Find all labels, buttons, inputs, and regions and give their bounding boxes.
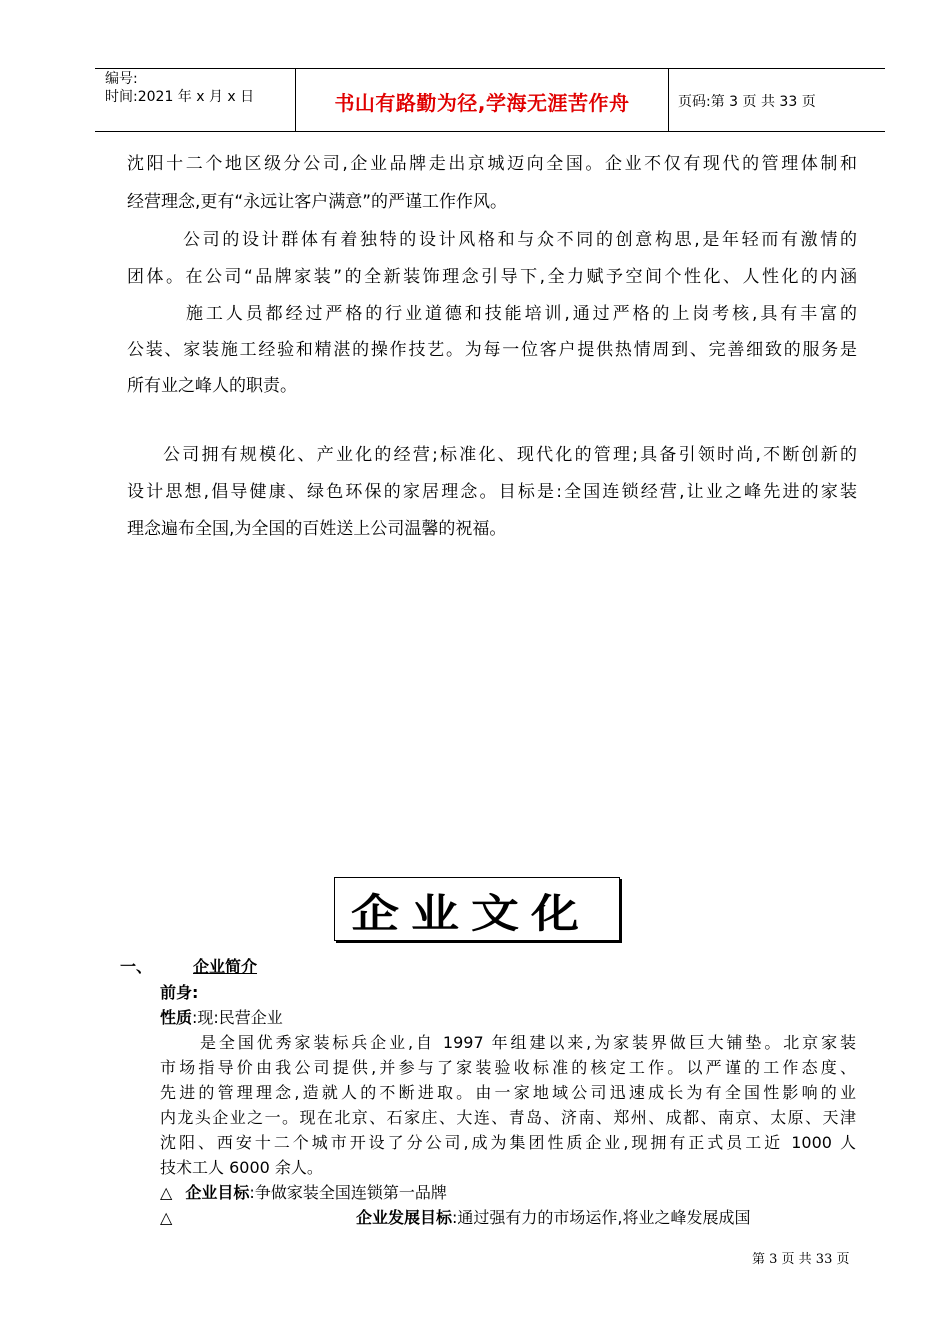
paragraph-line: 理念遍布全国,为全国的百姓送上公司温馨的祝福。 xyxy=(127,519,507,539)
code-label: 编号: xyxy=(105,71,138,87)
paragraph-line: 施工人员都经过严格的行业道德和技能培训,通过严格的上岗考核,具有丰富的 xyxy=(186,304,857,324)
body-line: 沈阳、西安十二个城市开设了分公司,成为集团性质企业,现拥有正式员工近 1000 人 xyxy=(160,1133,856,1152)
dev-goal-value: :通过强有力的市场运作,将业之峰发展成国 xyxy=(452,1208,751,1227)
header-meta-cell xyxy=(95,69,296,131)
company-intro-body xyxy=(160,1030,856,1180)
dev-goal-marker-line xyxy=(160,1205,172,1230)
paragraph-line: 团体。在公司“品牌家装”的全新装饰理念引导下,全力赋予空间个性化、人性化的内涵 xyxy=(127,267,857,287)
former-label: 前身: xyxy=(160,983,199,1002)
header-page-cell xyxy=(670,69,885,131)
section-title: 企业文化 xyxy=(351,891,591,937)
section-title-box xyxy=(334,877,620,941)
nature-label: 性质 xyxy=(160,1008,193,1027)
paragraph-line: 经营理念,更有“永远让客户满意”的严谨工作作风。 xyxy=(127,192,508,212)
dev-goal-label: 企业发展目标 xyxy=(356,1208,453,1227)
paragraph-line: 公司的设计群体有着独特的设计风格和与众不同的创意构思,是年轻而有激情的 xyxy=(183,230,857,250)
body-line: 内龙头企业之一。现在北京、石家庄、大连、青岛、济南、郑州、成都、南京、太原、天津 xyxy=(160,1108,856,1127)
slogan: 书山有路勤为径,学海无涯苦作舟 xyxy=(334,91,630,115)
triangle-icon: △ xyxy=(160,1183,173,1202)
triangle-icon: △ xyxy=(160,1208,173,1227)
goal-value: :争做家装全国连锁第一品牌 xyxy=(249,1183,447,1202)
paragraph-line: 所有业之峰人的职责。 xyxy=(127,376,297,396)
body-line: 技术工人 6000 余人。 xyxy=(160,1158,323,1177)
paragraph-line: 公装、家装施工经验和精湛的操作技艺。为每一位客户提供热情周到、完善细致的服务是 xyxy=(127,340,857,360)
paragraph-line: 沈阳十二个地区级分公司,企业品牌走出京城迈向全国。企业不仅有现代的管理体制和 xyxy=(127,154,857,174)
page-number: 页码:第 3 页 共 33 页 xyxy=(678,94,816,110)
body-line: 是全国优秀家装标兵企业,自 1997 年组建以来,为家装界做巨大铺垫。北京家装 xyxy=(200,1033,856,1052)
header-slogan-cell xyxy=(296,69,669,131)
paragraph-line: 设计思想,倡导健康、绿色环保的家居理念。目标是:全国连锁经营,让业之峰先进的家装 xyxy=(127,482,857,502)
section-heading: 企业简介 xyxy=(193,957,258,976)
page-footer: 第 3 页 共 33 页 xyxy=(752,1252,850,1267)
dev-goal-line xyxy=(356,1205,751,1230)
body-line: 先进的管理理念,造就人的不断进取。由一家地域公司迅速成长为有全国性影响的业 xyxy=(160,1083,856,1102)
time-label: 时间:2021 年 x 月 x 日 xyxy=(105,89,255,105)
nature-line xyxy=(160,1005,283,1030)
paragraph-line: 公司拥有规模化、产业化的经营;标准化、现代化的管理;具备引领时尚,不断创新的 xyxy=(163,445,857,465)
goal-label: 企业目标 xyxy=(185,1183,250,1202)
page-header xyxy=(95,68,885,132)
body-line: 市场指导价由我公司提供,并参与了家装验收标准的核定工作。以严谨的工作态度、 xyxy=(160,1058,856,1077)
nature-value: :现:民营企业 xyxy=(192,1008,283,1027)
section-number: 一、 xyxy=(120,957,153,976)
goal-line xyxy=(160,1180,447,1205)
